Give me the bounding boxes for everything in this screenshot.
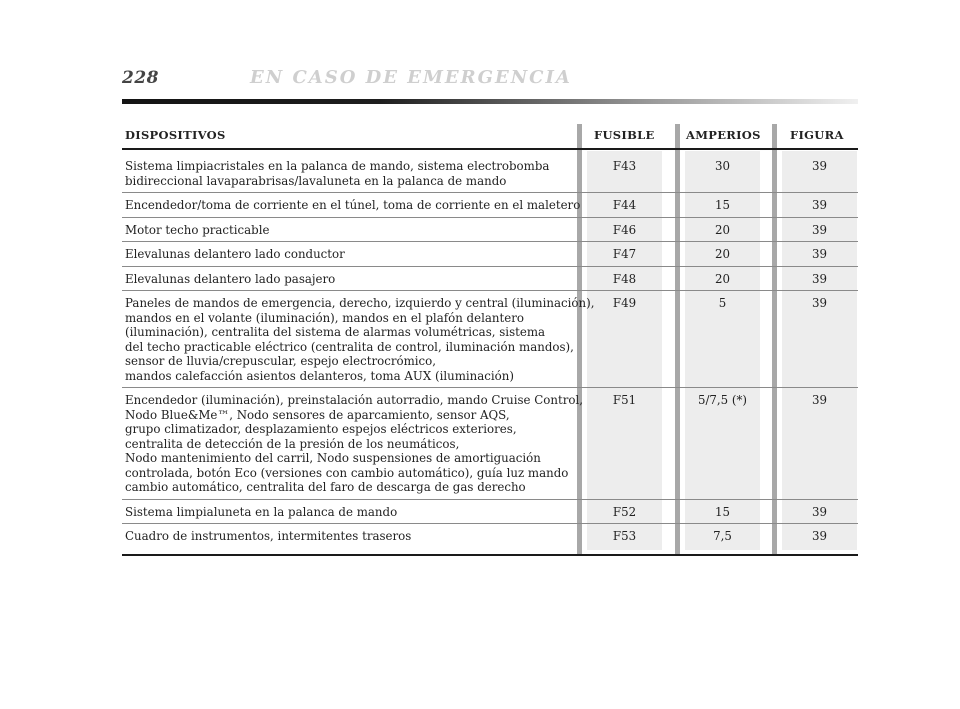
table-row bbox=[122, 218, 858, 243]
figure-ref: 39 bbox=[811, 159, 827, 173]
description-line: Sistema limpialuneta en la palanca de mando bbox=[125, 504, 398, 519]
amperage: 7,5 bbox=[713, 529, 732, 543]
device-description bbox=[122, 193, 581, 217]
fuse-table bbox=[122, 124, 858, 556]
device-description bbox=[122, 242, 565, 266]
fuse-id: F48 bbox=[612, 271, 637, 286]
section-title: EN CASO DE EMERGENCIA bbox=[250, 67, 572, 88]
device-description bbox=[122, 388, 583, 499]
description-line: Elevalunas delantero lado pasajero bbox=[125, 271, 336, 286]
description-line: Encendedor/toma de corriente en el túnel, toma de corriente en el maletero bbox=[125, 198, 581, 212]
header-rule bbox=[122, 99, 858, 104]
description-line: Nodo mantenimiento del carril, Nodo suspensiones de amortiguación bbox=[125, 451, 541, 465]
amperage: 15 bbox=[714, 198, 730, 212]
table-row bbox=[122, 291, 858, 388]
figure-ref: 39 bbox=[811, 296, 827, 310]
amperage: 20 bbox=[714, 247, 730, 261]
device-description bbox=[122, 154, 565, 192]
device-description bbox=[122, 524, 565, 548]
figure-ref: 39 bbox=[811, 222, 827, 237]
fuse-id: F44 bbox=[612, 198, 637, 212]
amperage: 20 bbox=[714, 271, 730, 286]
amperage: 15 bbox=[714, 504, 730, 519]
description-line: Cuadro de instrumentos, intermitentes traseros bbox=[125, 529, 412, 543]
fuse-id: F51 bbox=[612, 393, 637, 407]
device-description bbox=[122, 500, 565, 524]
header-fusible: FUSIBLE bbox=[594, 128, 655, 142]
description-line: Encendedor (iluminación), preinstalación autorradio, mando Cruise Control, bbox=[125, 393, 583, 407]
table-row bbox=[122, 524, 858, 548]
description-line: Motor techo practicable bbox=[125, 222, 270, 237]
device-description bbox=[122, 291, 595, 387]
table-row bbox=[122, 388, 858, 500]
description-line: Paneles de mandos de emergencia, derecho, izquierdo y central (iluminación), bbox=[125, 296, 595, 310]
description-line: controlada, botón Eco (versiones con cambio automático), guía luz mando bbox=[125, 465, 569, 480]
header-rule-bottom bbox=[122, 148, 858, 150]
description-line: mandos calefacción asientos delanteros, toma AUX (iluminación) bbox=[125, 368, 514, 383]
description-line: Elevalunas delantero lado conductor bbox=[125, 247, 345, 261]
description-line: del techo practicable eléctrico (centralita de control, iluminación mandos), bbox=[125, 339, 574, 354]
figure-ref: 39 bbox=[811, 529, 827, 543]
table-row bbox=[122, 267, 858, 292]
figure-ref: 39 bbox=[811, 271, 827, 286]
description-line: cambio automático, centralita del faro de descarga de gas derecho bbox=[125, 480, 526, 494]
amperage: 5 bbox=[718, 296, 727, 310]
fuse-id: F43 bbox=[612, 159, 637, 173]
amperage: 5/7,5 (*) bbox=[697, 393, 748, 407]
description-line: centralita de detección de la presión de los neumáticos, bbox=[125, 436, 460, 451]
description-line: mandos en el volante (iluminación), mandos en el plafón delantero bbox=[125, 310, 524, 325]
page-number: 228 bbox=[122, 68, 159, 88]
table-row bbox=[122, 500, 858, 525]
device-description bbox=[122, 218, 565, 242]
table-bottom-rule bbox=[122, 554, 858, 556]
fuse-id: F47 bbox=[612, 247, 637, 261]
description-line: grupo climatizador, desplazamiento espejos eléctricos exteriores, bbox=[125, 422, 517, 436]
table-row bbox=[122, 193, 858, 218]
header-figura: FIGURA bbox=[790, 128, 844, 142]
description-line: (iluminación), centralita del sistema de alarmas volumétricas, sistema bbox=[125, 325, 546, 339]
description-line: Sistema limpiacristales en la palanca de mando, sistema electrobomba bbox=[125, 159, 550, 173]
description-line: bidireccional lavaparabrisas/lavaluneta en la palanca de mando bbox=[125, 173, 507, 188]
description-line: sensor de lluvia/crepuscular, espejo electrocrómico, bbox=[125, 354, 437, 368]
description-line: Nodo Blue&Me™, Nodo sensores de aparcamiento, sensor AQS, bbox=[125, 407, 510, 422]
fuse-id: F53 bbox=[612, 529, 637, 543]
figure-ref: 39 bbox=[811, 393, 827, 407]
fuse-id: F46 bbox=[612, 222, 637, 237]
amperage: 20 bbox=[714, 222, 730, 237]
amperage: 30 bbox=[714, 159, 730, 173]
figure-ref: 39 bbox=[811, 504, 827, 519]
fuse-id: F52 bbox=[612, 504, 637, 519]
device-description bbox=[122, 267, 565, 291]
header-dispositivos: DISPOSITIVOS bbox=[125, 128, 226, 142]
figure-ref: 39 bbox=[811, 198, 827, 212]
fuse-id: F49 bbox=[612, 296, 637, 310]
header-amperios: AMPERIOS bbox=[686, 128, 761, 142]
figure-ref: 39 bbox=[811, 247, 827, 261]
table-body bbox=[122, 154, 858, 548]
table-row bbox=[122, 242, 858, 267]
table-row bbox=[122, 154, 858, 193]
